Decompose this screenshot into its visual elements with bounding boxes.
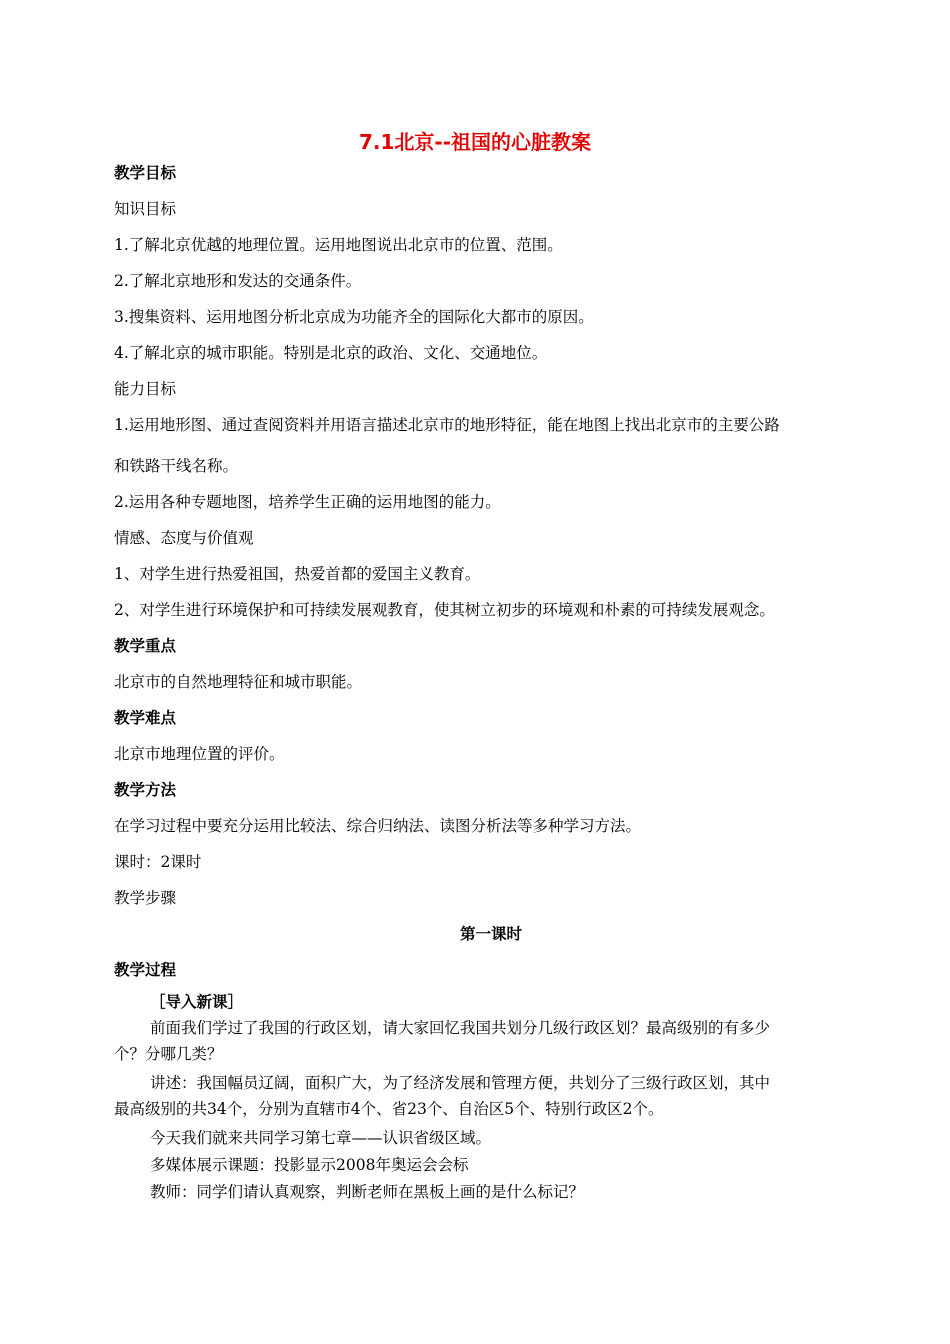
paragraph: 讲述：我国幅员辽阔，面积广大，为了经济发展和管理方便，共划分了三级行政区划，其中 xyxy=(150,1074,771,1092)
subheading-teaching-steps: 教学步骤 xyxy=(114,889,177,907)
paragraph: 在学习过程中要充分运用比较法、综合归纳法、读图分析法等多种学习方法。 xyxy=(114,817,642,835)
paragraph: 北京市地理位置的评价。 xyxy=(114,745,285,763)
paragraph: 1.了解北京优越的地理位置。运用地图说出北京市的位置、范围。 xyxy=(114,236,563,254)
paragraph: 前面我们学过了我国的行政区划，请大家回忆我国共划分几级行政区划？最高级别的有多少 xyxy=(150,1019,771,1037)
paragraph: 1.运用地形图、通过查阅资料并用语言描述北京市的地形特征，能在地图上找出北京市的主要公路 xyxy=(114,416,780,434)
heading-first-lesson: 第一课时 xyxy=(459,925,522,943)
paragraph: 和铁路干线名称。 xyxy=(114,457,239,475)
subheading-knowledge-objectives: 知识目标 xyxy=(114,200,177,218)
paragraph: 1、对学生进行热爱祖国，热爱首都的爱国主义教育。 xyxy=(114,565,481,583)
document-title: 7.1北京--祖国的心脏教案 xyxy=(358,130,592,154)
subheading-ability-objectives: 能力目标 xyxy=(114,380,177,398)
heading-teaching-objectives: 教学目标 xyxy=(114,164,177,182)
heading-key-points: 教学重点 xyxy=(114,637,177,655)
heading-difficult-points: 教学难点 xyxy=(114,709,177,727)
paragraph-class-hours: 课时：2课时 xyxy=(114,853,202,871)
paragraph: 多媒体展示课题：投影显示2008年奥运会会标 xyxy=(150,1156,469,1174)
heading-teaching-process: 教学过程 xyxy=(114,961,177,979)
paragraph: 北京市的自然地理特征和城市职能。 xyxy=(114,673,363,691)
subheading-emotion-attitude-values: 情感、态度与价值观 xyxy=(114,529,254,547)
paragraph: 3.搜集资料、运用地图分析北京成为功能齐全的国际化大都市的原因。 xyxy=(114,308,594,326)
paragraph: 2、对学生进行环境保护和可持续发展观教育，使其树立初步的环境观和朴素的可持续发展观念。 xyxy=(114,601,775,619)
heading-new-lesson-intro: ［导入新课］ xyxy=(150,993,244,1011)
paragraph: 最高级别的共34个，分别为直辖市4个、省23个、自治区5个、特别行政区2个。 xyxy=(114,1100,664,1118)
paragraph: 2.运用各种专题地图，培养学生正确的运用地图的能力。 xyxy=(114,493,501,511)
paragraph: 2.了解北京地形和发达的交通条件。 xyxy=(114,272,362,290)
heading-teaching-methods: 教学方法 xyxy=(114,781,177,799)
paragraph: 4.了解北京的城市职能。特别是北京的政治、文化、交通地位。 xyxy=(114,344,548,362)
paragraph: 教师：同学们请认真观察，判断老师在黑板上画的是什么标记？ xyxy=(150,1183,585,1201)
paragraph: 今天我们就来共同学习第七章——认识省级区域。 xyxy=(150,1129,492,1147)
paragraph: 个？分哪几类？ xyxy=(114,1045,223,1063)
